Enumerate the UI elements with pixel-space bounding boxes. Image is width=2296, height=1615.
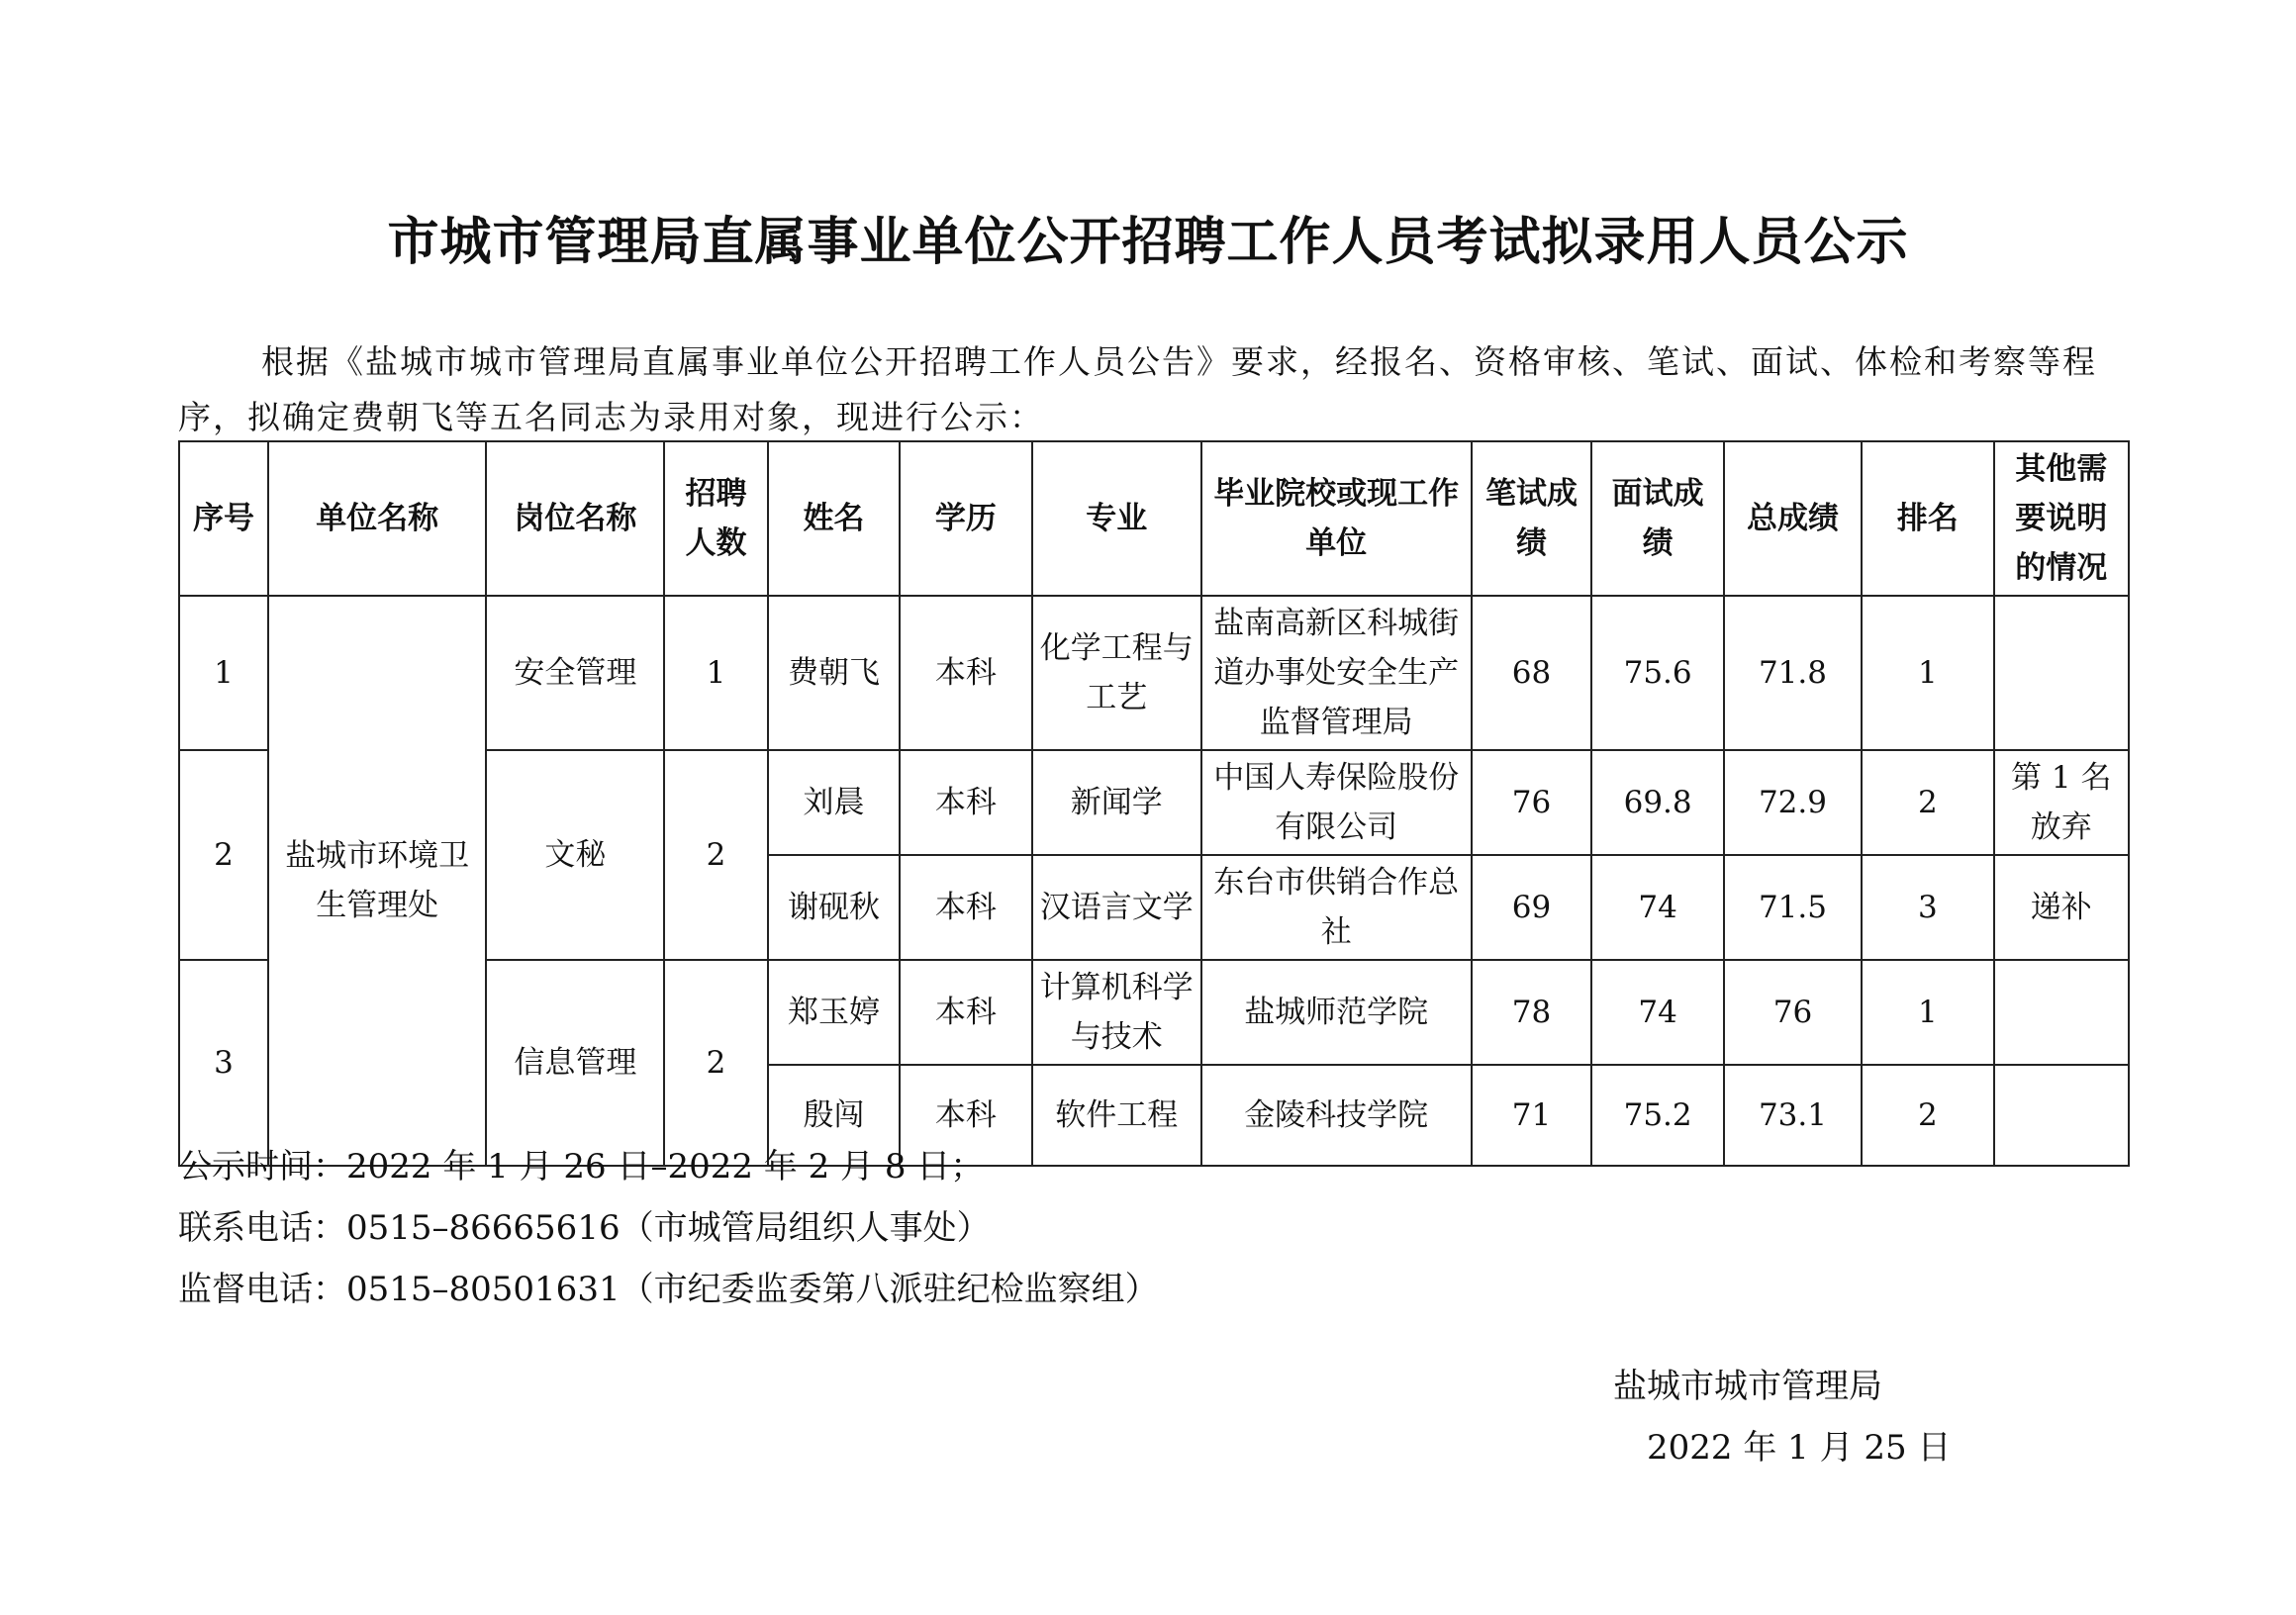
- interview-cell: 75.6: [1591, 596, 1723, 750]
- school-cell: 金陵科技学院: [1201, 1065, 1472, 1166]
- notes-cell: [1994, 1065, 2129, 1166]
- total-cell: 72.9: [1724, 750, 1862, 855]
- unit-cell: 盐城市环境卫生管理处: [268, 596, 487, 1166]
- quota-cell: 1: [664, 596, 767, 750]
- post-cell: 文秘: [486, 750, 664, 960]
- major-cell: 计算机科学与技术: [1032, 960, 1201, 1065]
- school-cell: 东台市供销合作总社: [1201, 855, 1472, 960]
- table-header-row: [179, 441, 2129, 596]
- interview-cell: 69.8: [1591, 750, 1723, 855]
- seq-cell: 1: [179, 596, 268, 750]
- header-interview: 面试成绩: [1591, 441, 1723, 596]
- major-cell: 汉语言文学: [1032, 855, 1201, 960]
- header-rank: 排名: [1862, 441, 1993, 596]
- supervision-phone: 监督电话：0515–80501631（市纪委监委第八派驻纪检监察组）: [178, 1270, 1159, 1309]
- seq-cell: 2: [179, 750, 268, 960]
- school-cell: 盐南高新区科城街道办事处安全生产监督管理局: [1201, 596, 1472, 750]
- rank-cell: 2: [1862, 750, 1993, 855]
- interview-cell: 74: [1591, 960, 1723, 1065]
- major-cell: 软件工程: [1032, 1065, 1201, 1166]
- footer-info: [178, 1136, 1159, 1320]
- name-cell: 郑玉婷: [768, 960, 900, 1065]
- rank-cell: 1: [1862, 596, 1993, 750]
- written-cell: 78: [1472, 960, 1592, 1065]
- major-cell: 化学工程与工艺: [1032, 596, 1201, 750]
- header-major: 专业: [1032, 441, 1201, 596]
- school-cell: 中国人寿保险股份有限公司: [1201, 750, 1472, 855]
- header-post: 岗位名称: [486, 441, 664, 596]
- name-cell: 费朝飞: [768, 596, 900, 750]
- interview-cell: 75.2: [1591, 1065, 1723, 1166]
- post-cell: 安全管理: [486, 596, 664, 750]
- rank-cell: 1: [1862, 960, 1993, 1065]
- header-quota: 招聘人数: [664, 441, 767, 596]
- written-cell: 68: [1472, 596, 1592, 750]
- rank-cell: 2: [1862, 1065, 1993, 1166]
- total-cell: 76: [1724, 960, 1862, 1065]
- interview-cell: 74: [1591, 855, 1723, 960]
- major-cell: 新闻学: [1032, 750, 1201, 855]
- total-cell: 73.1: [1724, 1065, 1862, 1166]
- written-cell: 71: [1472, 1065, 1592, 1166]
- issuing-organization: 盐城市城市管理局: [1613, 1367, 1882, 1406]
- written-cell: 76: [1472, 750, 1592, 855]
- edu-cell: 本科: [900, 596, 1031, 750]
- header-notes: 其他需要说明的情况: [1994, 441, 2129, 596]
- contact-phone: 联系电话：0515–86665616（市城管局组织人事处）: [178, 1208, 991, 1248]
- signature-block: [1613, 1356, 1951, 1478]
- total-cell: 71.5: [1724, 855, 1862, 960]
- written-cell: 69: [1472, 855, 1592, 960]
- quota-cell: 2: [664, 960, 767, 1166]
- notes-cell: [1994, 960, 2129, 1065]
- name-cell: 谢砚秋: [768, 855, 900, 960]
- seq-cell: 3: [179, 960, 268, 1166]
- document-title: 市城市管理局直属事业单位公开招聘工作人员考试拟录用人员公示: [387, 213, 1909, 272]
- notes-cell: 第 1 名放弃: [1994, 750, 2129, 855]
- issue-date: 2022 年 1 月 25 日: [1647, 1428, 1952, 1468]
- publicity-period: 公示时间：2022 年 1 月 26 日–2022 年 2 月 8 日；: [178, 1147, 985, 1187]
- intro-paragraph: 根据《盐城市城市管理局直属事业单位公开招聘工作人员公告》要求，经报名、资格审核、笔试、面试、体检和考察等程序，拟确定费朝飞等五名同志为录用对象，现进行公示：: [178, 342, 2097, 436]
- rank-cell: 3: [1862, 855, 1993, 960]
- notes-cell: 递补: [1994, 855, 2129, 960]
- post-cell: 信息管理: [486, 960, 664, 1166]
- edu-cell: 本科: [900, 750, 1031, 855]
- edu-cell: 本科: [900, 960, 1031, 1065]
- header-unit: 单位名称: [268, 441, 487, 596]
- hiring-table: [178, 440, 2130, 1167]
- notes-cell: [1994, 596, 2129, 750]
- name-cell: 殷闯: [768, 1065, 900, 1166]
- edu-cell: 本科: [900, 1065, 1031, 1166]
- header-total: 总成绩: [1724, 441, 1862, 596]
- school-cell: 盐城师范学院: [1201, 960, 1472, 1065]
- header-written: 笔试成绩: [1472, 441, 1592, 596]
- table-row: [179, 596, 2129, 750]
- header-name: 姓名: [768, 441, 900, 596]
- header-edu: 学历: [900, 441, 1031, 596]
- total-cell: 71.8: [1724, 596, 1862, 750]
- header-seq: 序号: [179, 441, 268, 596]
- quota-cell: 2: [664, 750, 767, 960]
- name-cell: 刘晨: [768, 750, 900, 855]
- edu-cell: 本科: [900, 855, 1031, 960]
- header-school: 毕业院校或现工作单位: [1201, 441, 1472, 596]
